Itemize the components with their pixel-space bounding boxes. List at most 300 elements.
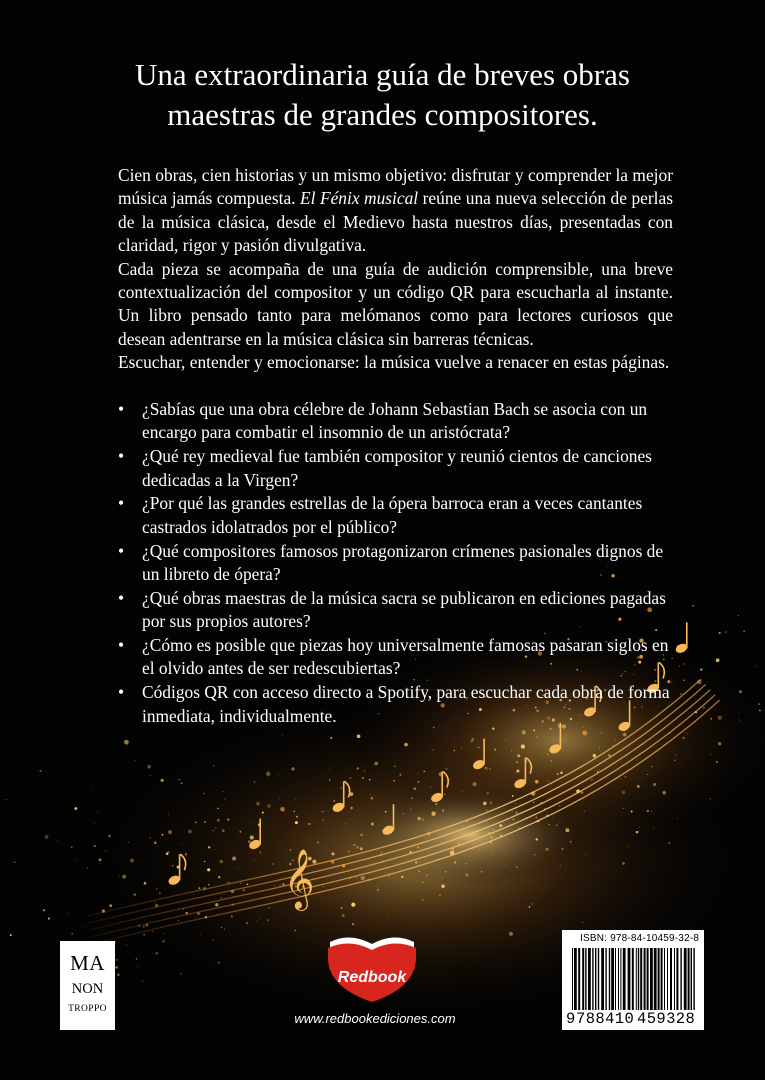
sparkle-dot [240, 831, 242, 833]
sparkle-dot [472, 738, 475, 741]
highlight-text: Códigos QR con acceso directo a Spotify, para escuchar cada obra de forma inmediata, individualmente. [142, 682, 670, 726]
sparkle-dot [181, 782, 183, 784]
sparkle-dot [710, 798, 711, 799]
barcode-bar [654, 948, 657, 1010]
highlight-item [118, 540, 678, 587]
sparkle-dot [759, 710, 761, 712]
sparkle-dot [266, 772, 271, 777]
sparkle-dot [466, 874, 469, 877]
sparkle-dot [494, 749, 496, 751]
book-title: El Fénix musical [300, 188, 419, 209]
sparkle-dot [217, 808, 218, 809]
sparkle-dot [224, 798, 226, 800]
sparkle-dot [461, 747, 462, 748]
sparkle-dot [418, 781, 420, 783]
redbook-logo [322, 930, 422, 1008]
sparkle-dot [422, 899, 423, 900]
barcode-bar [582, 948, 584, 1010]
barcode-bar [661, 948, 663, 1010]
sparkle-dot [218, 876, 220, 878]
sparkle-dot [371, 822, 374, 825]
sparkle-dot [718, 742, 721, 745]
sparkle-dot [143, 934, 144, 935]
sparkle-dot [675, 754, 676, 755]
sparkle-dot [99, 863, 100, 864]
barcode-bar [667, 948, 668, 1010]
publisher-wordmark: Redbook [337, 969, 407, 986]
highlight-text: ¿Qué obras maestras de la música sacra se publicaron en ediciones pagadas por sus propios autores? [142, 587, 666, 632]
sparkle-dot [680, 693, 681, 694]
sparkle-dot [74, 807, 77, 810]
sparkle-dot [531, 903, 533, 905]
barcode-bar [574, 948, 577, 1010]
sparkle-dot [620, 778, 621, 779]
barcode-bar [623, 948, 626, 1010]
sparkle-dot [279, 798, 280, 799]
sparkle-dot [156, 889, 157, 890]
barcode-bars [568, 948, 700, 1010]
sparkle-dot [323, 886, 324, 887]
description [118, 164, 673, 375]
sparkle-dot [758, 703, 760, 705]
sparkle-dot [43, 909, 45, 911]
sparkle-dot [119, 876, 120, 877]
sparkle-dot [404, 743, 408, 747]
sparkle-dot [478, 747, 480, 749]
highlight-item [118, 587, 678, 634]
sparkle-dot [262, 812, 264, 814]
sparkle-dot [682, 737, 684, 739]
sparkle-dot [710, 754, 711, 755]
sparkle-dot [557, 824, 558, 825]
sparkle-dot [394, 766, 396, 768]
sparkle-dot [48, 918, 50, 920]
sparkle-dot [105, 850, 106, 851]
sparkle-dot [294, 811, 295, 812]
sparkle-dot [739, 690, 742, 693]
barcode-bar [578, 948, 580, 1010]
sparkle-dot [517, 754, 520, 757]
sparkle-dot [442, 809, 444, 811]
sparkle-dot [246, 922, 248, 924]
sparkle-dot [481, 842, 482, 843]
sparkle-dot [677, 818, 678, 819]
sparkle-dot [295, 821, 298, 824]
sparkle-dot [521, 745, 525, 749]
sparkle-dot [536, 838, 538, 840]
sparkle-dot [116, 959, 118, 961]
sparkle-dot [431, 812, 435, 816]
sparkle-dot [128, 842, 129, 843]
bullet-icon: • [118, 587, 125, 608]
sparkle-dot [14, 861, 15, 862]
sparkle-dot [161, 779, 164, 782]
sparkle-dot [465, 863, 466, 864]
sparkle-dot [599, 748, 600, 749]
sparkle-dot [167, 851, 169, 853]
sparkle-dot [223, 791, 224, 792]
sparkle-dot [94, 845, 96, 847]
sparkle-dot [361, 876, 365, 880]
sparkle-dot [703, 707, 705, 709]
sparkle-dot [593, 754, 597, 758]
sparkle-dot [566, 734, 567, 735]
sparkle-dot [549, 824, 550, 825]
sparkle-dot [489, 768, 491, 770]
sparkle-dot [725, 631, 727, 633]
sparkle-dot [471, 740, 473, 742]
sparkle-dot [149, 837, 150, 838]
barcode-bar [684, 948, 687, 1010]
headline-line-1: Una extraordinaria guía de breves obras [135, 57, 630, 92]
sparkle-dot [637, 785, 640, 788]
sparkle-dot [221, 927, 222, 928]
sparkle-dot [75, 860, 76, 861]
sparkle-dot [388, 914, 389, 915]
sparkle-dot [364, 770, 365, 771]
sparkle-dot [291, 767, 294, 770]
sparkle-dot [536, 736, 538, 738]
sparkle-dot [215, 827, 216, 828]
sparkle-dot [422, 819, 423, 820]
sparkle-dot [155, 952, 157, 954]
sparkle-dot [653, 828, 654, 829]
barcode-bar [664, 948, 665, 1010]
sparkle-dot [535, 780, 539, 784]
sparkle-dot [547, 753, 549, 755]
sparkle-dot [403, 813, 404, 814]
sparkle-dot [144, 882, 147, 885]
sparkle-dot [362, 777, 364, 779]
sparkle-dot [613, 745, 614, 746]
sparkle-dot [647, 774, 648, 775]
imprint-line-2: NON [71, 981, 104, 997]
sparkle-dot [516, 761, 518, 763]
sparkle-dot [147, 765, 151, 769]
sparkle-dot [207, 868, 210, 871]
sparkle-dot [513, 819, 515, 821]
sparkle-dot [529, 906, 531, 908]
sparkle-dot [601, 732, 602, 733]
sparkle-dot [214, 849, 215, 850]
sparkle-dot [154, 902, 155, 903]
sparkle-dot [371, 797, 374, 800]
sparkle-dot [295, 930, 296, 931]
sparkle-dot [605, 757, 606, 758]
barcode-bar [618, 948, 619, 1010]
sparkle-dot [509, 823, 510, 824]
sparkle-dot [710, 718, 712, 720]
sparkle-dot [255, 859, 256, 860]
sparkle-dot [224, 928, 225, 929]
sparkle-dot [282, 734, 283, 735]
sparkle-dot [296, 816, 298, 818]
sparkle-dot [651, 766, 652, 767]
sparkle-dot [154, 841, 157, 844]
sparkle-dot [453, 828, 454, 829]
sparkle-dot [87, 868, 88, 869]
sparkle-dot [185, 853, 187, 855]
sparkle-dot [522, 730, 526, 734]
sparkle-dot [222, 804, 223, 805]
isbn-label: ISBN: 978-84-10459-32-8 [580, 933, 700, 944]
sparkle-dot [356, 846, 359, 849]
sparkle-dot [584, 811, 585, 812]
sparkle-dot [57, 840, 58, 841]
sparkle-dot [622, 791, 625, 794]
sparkle-dot [162, 940, 164, 942]
sparkle-dot [571, 747, 572, 748]
barcode-bar [636, 948, 637, 1010]
sparkle-dot [360, 847, 363, 850]
sparkle-dot [277, 774, 278, 775]
sparkle-dot [272, 863, 273, 864]
sparkle-dot [341, 907, 343, 909]
sparkle-dot [444, 794, 445, 795]
barcode-digit-group-2: 459328 [637, 1010, 696, 1028]
sparkle-dot [435, 803, 437, 805]
sparkle-dot [97, 812, 98, 813]
bullet-icon: • [118, 446, 125, 467]
sparkle-dot [217, 819, 220, 822]
sparkle-dot [208, 884, 210, 886]
sparkle-dot [152, 931, 153, 932]
sparkle-dot [82, 927, 83, 928]
barcode-bar [588, 948, 591, 1010]
sparkle-dot [180, 973, 181, 974]
sparkle-dot [115, 966, 118, 969]
description-paragraph-2: Cada pieza se acompaña de una guía de audición comprensible, una breve contextualización del compositor y un código QR para escucharla al instante. Un libro pensado tanto para melómanos como para lectores curiosos que desean adentrarse en la música clásica sin barreras técnicas. [118, 258, 673, 349]
sparkle-dot [624, 776, 626, 778]
sparkle-dot [628, 846, 629, 847]
sparkle-dot [385, 811, 387, 813]
sparkle-dot [350, 807, 352, 809]
sparkle-dot [515, 811, 518, 814]
headline-line-2: maestras de grandes compositores. [167, 97, 598, 132]
sparkle-dot [330, 737, 332, 739]
sparkle-dot [418, 870, 420, 872]
sparkle-dot [485, 767, 488, 770]
sparkle-dot [430, 787, 431, 788]
barcode-bar [680, 948, 681, 1010]
sparkle-dot [39, 770, 41, 772]
sparkle-dot [636, 831, 639, 834]
sparkle-dot [345, 823, 346, 824]
sparkle-dot [487, 792, 489, 794]
sparkle-dot [615, 740, 616, 741]
sparkle-dot [411, 798, 412, 799]
highlights-list [118, 398, 678, 728]
sparkle-dot [259, 919, 260, 920]
sparkle-dot [213, 765, 214, 766]
sparkle-dot [562, 848, 564, 850]
sparkle-dot [422, 882, 423, 883]
barcode-bar [585, 948, 586, 1010]
sparkle-dot [428, 834, 429, 835]
sparkle-dot [135, 760, 136, 761]
sparkle-dot [415, 861, 418, 864]
sparkle-dot [535, 817, 537, 819]
sparkle-dot [295, 799, 296, 800]
sparkle-dot [279, 885, 280, 886]
sparkle-dot [247, 883, 249, 885]
sparkle-dot [212, 830, 213, 831]
barcode-bar [611, 948, 614, 1010]
barcode-bar [644, 948, 646, 1010]
sparkle-dot [512, 795, 514, 797]
sparkle-dot [232, 857, 236, 861]
barcode-bar [693, 948, 694, 1010]
sparkle-dot [181, 843, 182, 844]
sparkle-dot [357, 767, 359, 769]
barcode-bar [628, 948, 631, 1010]
sparkle-dot [551, 760, 552, 761]
sparkle-dot [756, 666, 757, 667]
barcode-bar [658, 948, 660, 1010]
sparkle-dot [208, 846, 210, 848]
sparkle-dot [374, 762, 378, 766]
sparkle-dot [195, 916, 196, 917]
barcode-bar [595, 948, 596, 1010]
sparkle-dot [511, 750, 512, 751]
sparkle-dot [700, 668, 702, 670]
barcode-bar [670, 948, 672, 1010]
sparkle-dot [486, 821, 487, 822]
sparkle-dot [215, 903, 218, 906]
sparkle-dot [333, 800, 335, 802]
sparkle-dot [557, 773, 559, 775]
sparkle-dot [68, 913, 69, 914]
sparkle-dot [505, 865, 506, 866]
sparkle-dot [370, 794, 371, 795]
sparkle-dot [6, 799, 7, 800]
sparkle-dot [674, 760, 676, 762]
sparkle-dot [200, 934, 201, 935]
sparkle-dot [582, 922, 583, 923]
headline [0, 55, 765, 135]
sparkle-dot [716, 658, 720, 662]
barcode-bar [647, 948, 649, 1010]
highlight-text: ¿Cómo es posible que piezas hoy universalmente famosas pasaran siglos en el olvido antes de ser redescubiertas? [142, 635, 669, 679]
sparkle-dot [487, 810, 488, 811]
barcode-bar [688, 948, 690, 1010]
sparkle-dot [373, 765, 374, 766]
sparkle-dot [679, 666, 680, 667]
description-intro: Cien obras, cien historias y un mismo objetivo: disfrutar y comprender la mejor música jamás compuesta. [118, 165, 673, 209]
sparkle-dot [683, 679, 685, 681]
sparkle-dot [357, 734, 361, 738]
description-paragraph-3: Escuchar, entender y emocionarse: la música vuelve a renacer en estas páginas. [118, 352, 670, 373]
sparkle-dot [516, 770, 519, 773]
highlight-item [118, 445, 678, 492]
sparkle-dot [414, 787, 417, 790]
barcode-bar [674, 948, 675, 1010]
sparkle-dot [257, 920, 258, 921]
sparkle-dot [505, 740, 506, 741]
sparkle-dot [377, 889, 379, 891]
sparkle-dot [445, 871, 446, 872]
sparkle-dot [10, 934, 12, 936]
sparkle-dot [137, 966, 138, 967]
barcode-bar [650, 948, 653, 1010]
sparkle-dot [331, 852, 334, 855]
barcode-bar [620, 948, 621, 1010]
sparkle-dot [490, 801, 493, 804]
barcode-bar [632, 948, 634, 1010]
sparkle-dot [417, 773, 418, 774]
sparkle-dot [349, 777, 351, 779]
sparkle-dot [45, 835, 49, 839]
sparkle-dot [585, 853, 586, 854]
sparkle-dot [322, 811, 323, 812]
sparkle-dot [267, 919, 269, 921]
sparkle-dot [426, 874, 428, 876]
highlight-item [118, 398, 678, 445]
description-paragraph-1 [118, 164, 673, 258]
sparkle-dot [342, 914, 345, 917]
sparkle-dot [433, 749, 434, 750]
publisher-website: www.redbookediciones.com [294, 1011, 456, 1026]
highlight-text: ¿Sabías que una obra célebre de Johann Sebastian Bach se asocia con un encargo para combatir el insomnio de un aristócrata? [142, 399, 648, 443]
sparkle-dot [738, 713, 739, 714]
sparkle-dot [647, 810, 649, 812]
sparkle-dot [553, 741, 554, 742]
sparkle-dot [622, 862, 625, 865]
sparkle-dot [317, 841, 319, 843]
glow-core [350, 785, 590, 885]
sparkle-dot [136, 958, 138, 960]
sparkle-dot [684, 663, 686, 665]
barcode-bar [676, 948, 678, 1010]
bullet-icon: • [118, 682, 125, 703]
sparkle-dot [381, 852, 382, 853]
sparkle-dot [565, 828, 569, 832]
sparkle-dot [465, 873, 466, 874]
sparkle-dot [623, 733, 627, 737]
highlight-item [118, 492, 678, 539]
sparkle-dot [243, 889, 245, 891]
sparkle-dot [340, 787, 342, 789]
sparkle-dot [237, 867, 238, 868]
sparkle-dot [640, 779, 641, 780]
sparkle-dot [268, 777, 269, 778]
sparkle-dot [386, 818, 387, 819]
sparkle-dot [631, 811, 633, 813]
sparkle-dot [254, 781, 256, 783]
sparkle-dot [417, 847, 419, 849]
sparkle-dot [348, 850, 350, 852]
highlight-item [118, 681, 678, 728]
sparkle-dot [669, 843, 670, 844]
sparkle-dot [686, 733, 687, 734]
sparkle-dot [560, 771, 563, 774]
sparkle-dot [591, 779, 592, 780]
sparkle-dot [256, 802, 259, 805]
sparkle-dot [546, 848, 549, 851]
sparkle-dot [353, 844, 355, 846]
bullet-icon: • [118, 493, 125, 514]
sparkle-dot [220, 860, 223, 863]
bullet-icon: • [118, 540, 125, 561]
sparkle-dot [274, 885, 275, 886]
sparkle-dot [441, 885, 444, 888]
sparkle-dot [639, 827, 640, 828]
barcode-bar [640, 948, 642, 1010]
sparkle-dot [716, 761, 718, 763]
sparkle-dot [493, 829, 494, 830]
sparkle-dot [516, 866, 518, 868]
sparkle-dot [267, 804, 271, 808]
